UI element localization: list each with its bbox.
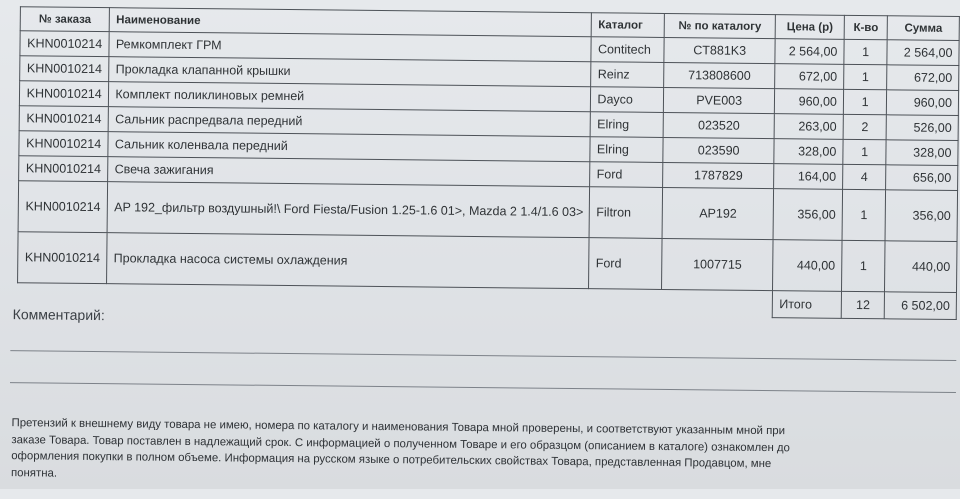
cell-name: Прокладка насоса системы охлаждения [107,233,590,289]
header-sum: Сумма [888,16,960,41]
cell-price: 356,00 [773,189,842,241]
cell-qty: 1 [844,39,888,64]
cell-catalog-number: 023520 [663,112,775,138]
cell-catalog: Elring [590,137,663,163]
header-order: № заказа [20,7,110,32]
cell-sum: 672,00 [887,65,959,91]
cell-order: KHN0010214 [19,106,109,132]
cell-catalog-number: 1007715 [662,238,774,290]
cell-catalog: Filtron [590,187,663,239]
cell-order: KHN0010214 [19,156,109,182]
claim-line: заказе Товара. Товар поставлен в надлежащий срок. С информацией о полученном Товаре и его образцом (описанием в каталоге) ознакомлен до [11,433,790,454]
cell-catalog: Reinz [591,62,664,88]
header-qty: К-во [844,15,888,39]
cell-sum: 656,00 [886,165,958,191]
header-price: Цена (р) [776,15,845,40]
claim-line: Претензий к внешнему виду товара не имею, номера по каталогу и наименования Товара мной проверены, и соответствуют указанным мной при [11,417,786,438]
cell-catalog-number: AP192 [662,187,774,239]
comment-line-1 [10,350,956,361]
order-table [17,6,960,320]
cell-qty: 1 [844,64,888,89]
cell-sum: 2 564,00 [887,40,959,66]
cell-price: 2 564,00 [775,39,844,65]
cell-price: 328,00 [774,139,843,165]
cell-name: Ремкомплект ГРМ [109,32,591,62]
claim-line: понятна. [10,466,58,480]
cell-price: 960,00 [775,89,844,115]
cell-catalog: Ford [589,238,662,290]
cell-catalog: Elring [591,112,664,138]
cell-order: KHN0010214 [18,181,108,233]
cell-name: Сальник распредвала передний [109,107,591,137]
comment-label: Комментарий: [12,306,105,324]
cell-price: 263,00 [774,114,843,140]
claim-line: оформления покупки в полном объеме. Информация на русском языке о потребительских свойствах Товара, представленная Продавцом, мне [11,450,772,471]
cell-price: 164,00 [774,164,843,190]
cell-name: AP 192_фильтр воздушный!\ Ford Fiesta/Fusion 1.25-1.6 01>, Mazda 2 1.4/1.6 03> [107,182,590,238]
cell-order: KHN0010214 [19,81,109,107]
cell-catalog: Dayco [591,87,664,113]
cell-qty: 4 [842,164,886,189]
header-name: Наименование [110,8,592,37]
cell-sum: 328,00 [886,140,958,166]
cell-name: Комплект поликлиновых ремней [109,82,591,112]
header-catalog-number: № по каталогу [664,13,776,38]
cell-sum: 960,00 [887,90,959,116]
cell-name: Прокладка клапанной крышки [109,57,591,87]
cell-catalog-number: 023590 [663,137,775,163]
cell-catalog: Contitech [591,37,664,63]
cell-name: Свеча зажигания [108,157,590,187]
cell-catalog-number: PVE003 [663,87,775,113]
total-sum: 6 502,00 [885,292,957,320]
total-label: Итого [773,291,842,319]
cell-price: 672,00 [775,64,844,90]
cell-order: KHN0010214 [19,131,109,157]
cell-name: Сальник коленвала передний [108,132,590,162]
cell-catalog-number: 713808600 [664,62,776,88]
cell-sum: 440,00 [885,241,957,293]
cell-order: KHN0010214 [20,56,110,82]
cell-sum: 356,00 [885,190,957,242]
cell-sum: 526,00 [886,115,958,141]
cell-catalog-number: 1787829 [663,162,775,188]
header-catalog: Каталог [592,13,665,38]
cell-qty: 1 [841,240,885,291]
cell-order: KHN0010214 [20,31,110,57]
cell-price: 440,00 [773,240,842,292]
cell-catalog-number: CT881K3 [664,37,776,63]
cell-qty: 2 [843,114,887,139]
comment-line-2 [10,382,956,393]
total-qty: 12 [841,291,885,318]
cell-qty: 1 [843,89,887,114]
cell-qty: 1 [842,189,886,240]
cell-order: KHN0010214 [18,232,108,284]
cell-qty: 1 [843,139,887,164]
cell-catalog: Ford [590,162,663,188]
claim-statement [11,415,956,491]
